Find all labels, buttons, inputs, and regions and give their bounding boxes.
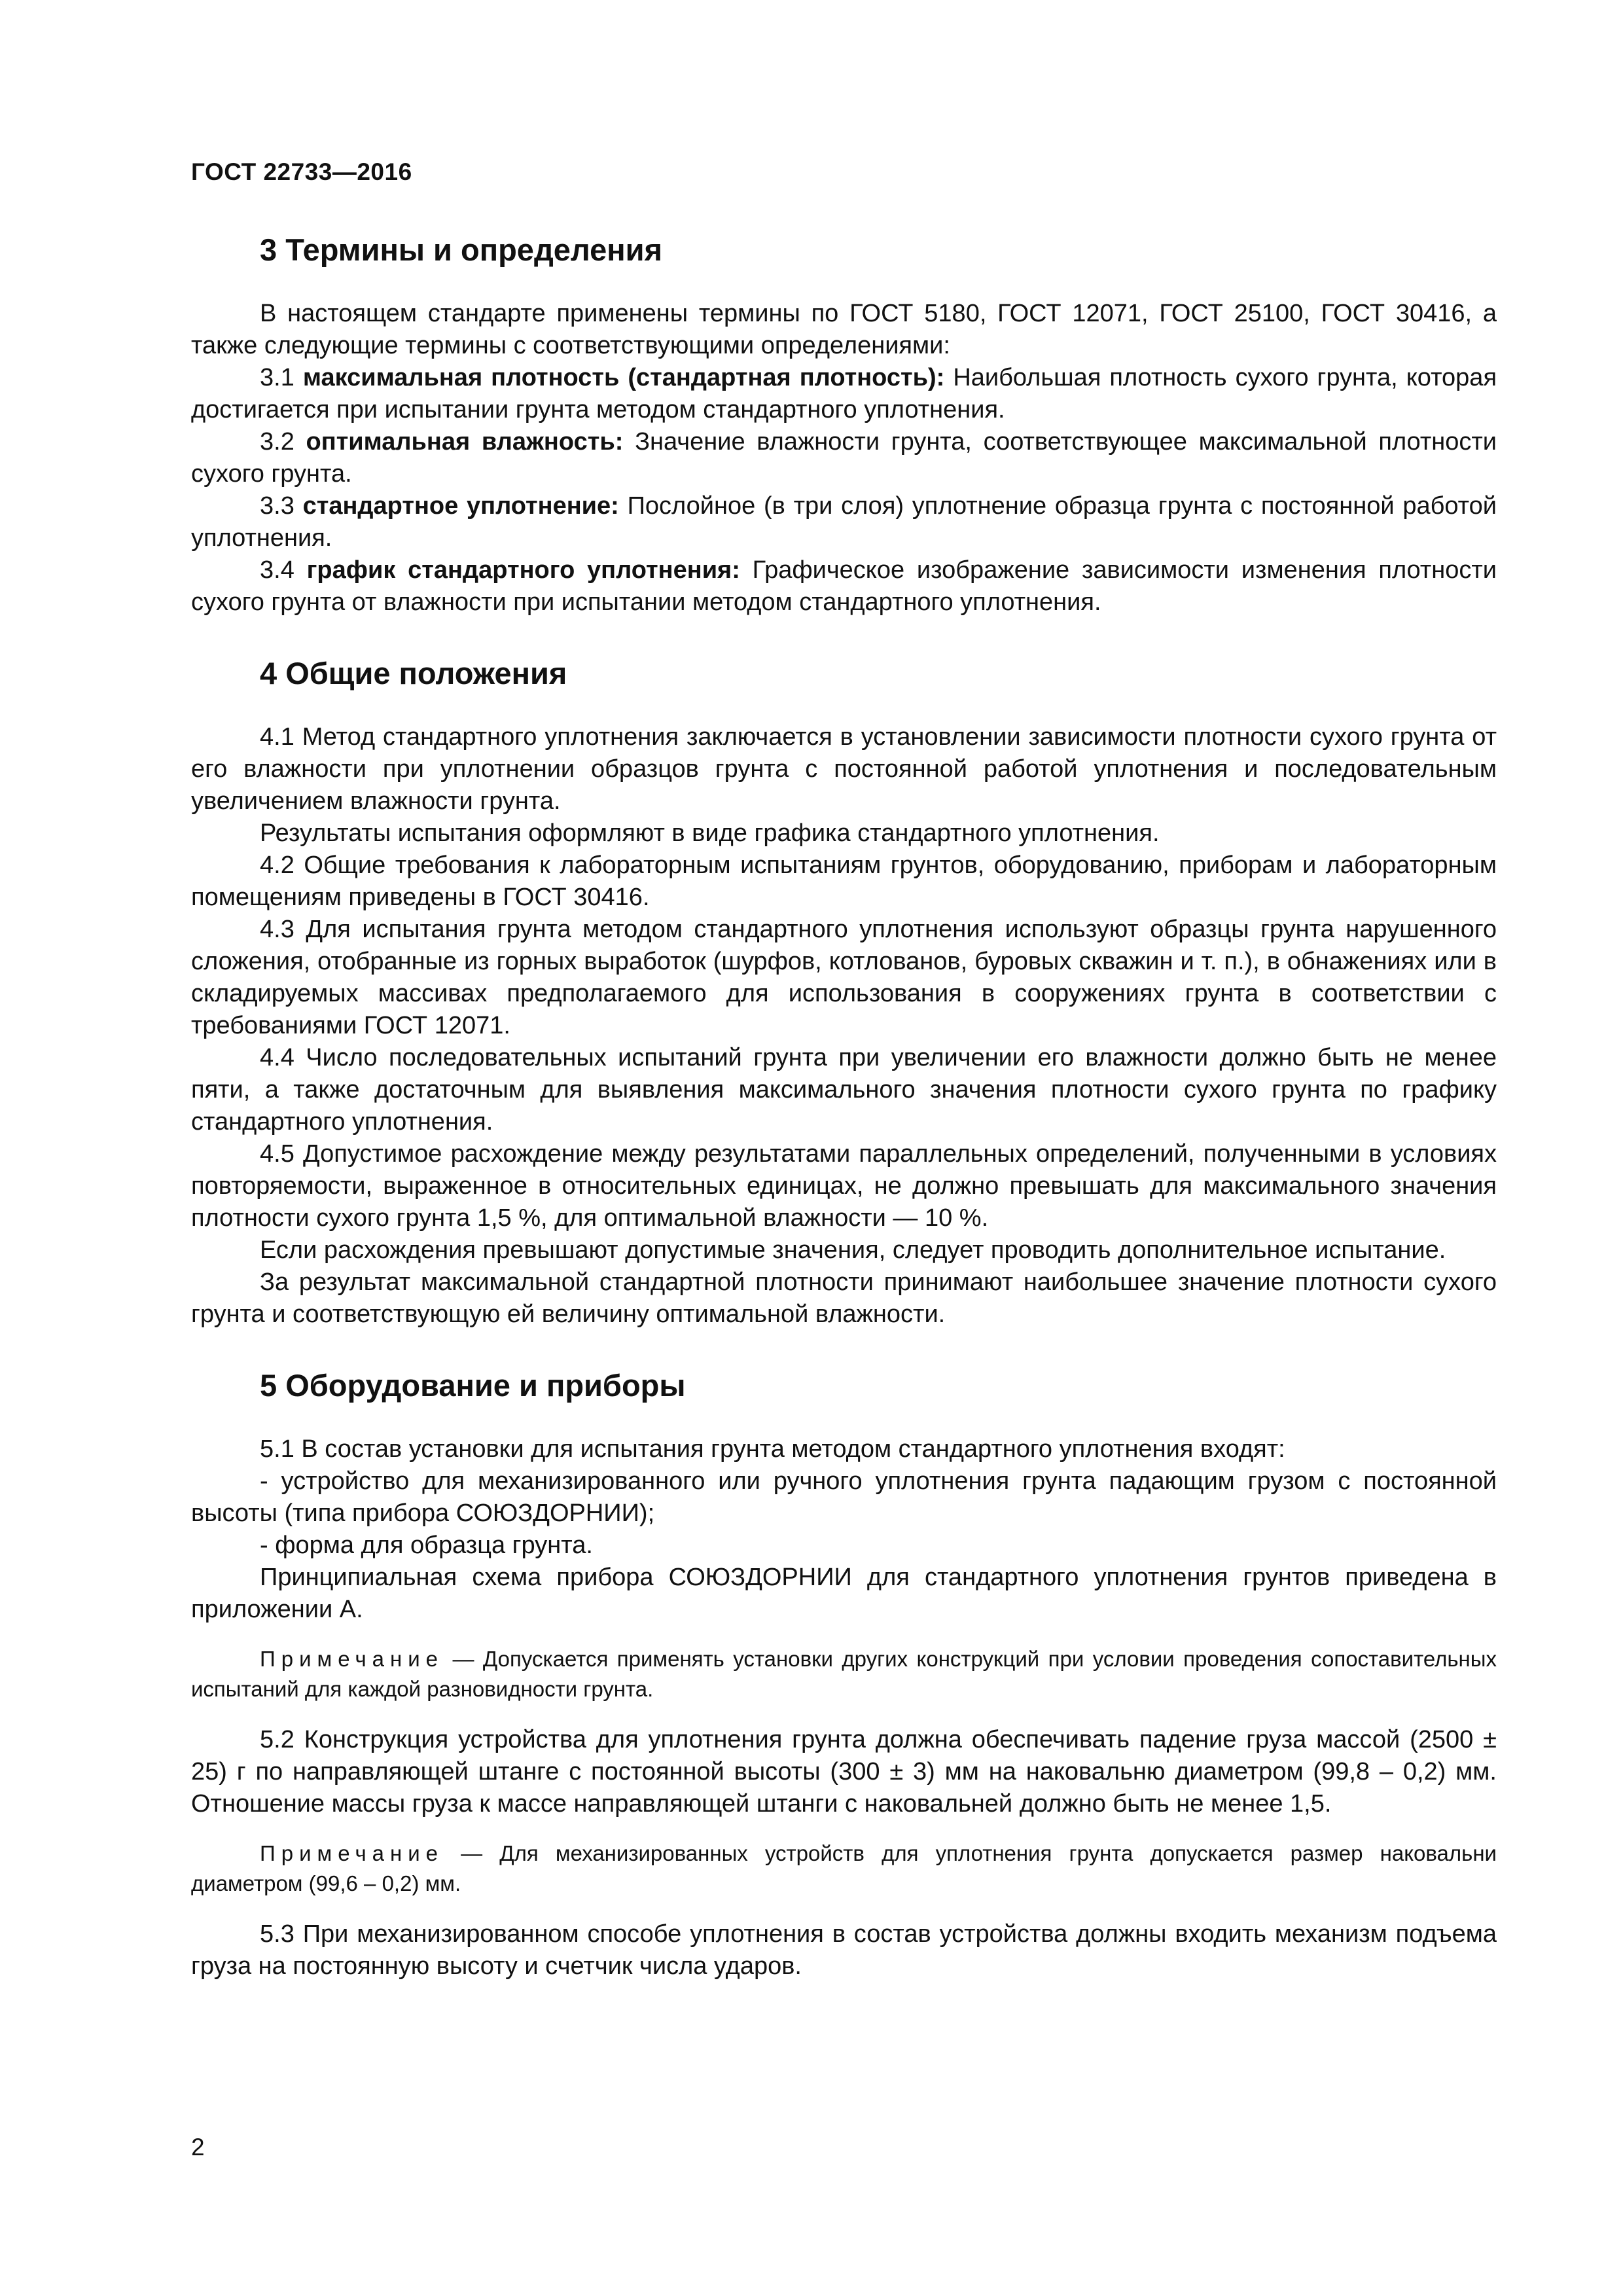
clause-4-5-repeat: Если расхождения превышают допустимые значения, следует проводить дополнительное испытание.	[260, 1236, 1446, 1264]
section-3-intro: В настоящем стандарте применены термины по ГОСТ 5180, ГОСТ 12071, ГОСТ 25100, ГОСТ 30416, а также следующие термины с соответствующими определениями:	[191, 300, 1497, 359]
term-number: 3.1	[260, 364, 294, 391]
note-label: Примечание	[260, 1841, 444, 1865]
note-2	[191, 1839, 1497, 1899]
section-4-title: 4 Общие положения	[260, 656, 567, 691]
clause-4-1-results: Результаты испытания оформляют в виде графика стандартного уплотнения.	[260, 819, 1160, 847]
clause-5-1: 5.1 В состав установки для испытания грунта методом стандартного уплотнения входят:	[260, 1435, 1285, 1463]
term-definition: Значение влажности грунта, соответствующее максимальной плотности сухого грунта.	[191, 428, 1497, 488]
term-3-4	[191, 554, 1497, 619]
note-text: — Для механизированных устройств для уплотнения грунта допускается размер наковальни диаметром (99,6 – 0,2) мм.	[191, 1841, 1497, 1895]
term-number: 3.3	[260, 492, 294, 520]
clause-4-2: 4.2 Общие требования к лабораторным испытаниям грунтов, оборудованию, приборам и лабораторным помещениям приведены в ГОСТ 30416.	[191, 852, 1497, 911]
term-name: оптимальная влажность:	[306, 428, 624, 456]
document-body	[191, 196, 1497, 1982]
note-1	[191, 1644, 1497, 1704]
section-3-title: 3 Термины и определения	[260, 232, 662, 267]
note-label: Примечание	[260, 1647, 444, 1671]
term-3-1	[191, 362, 1497, 426]
term-number: 3.4	[260, 556, 294, 584]
term-definition: Послойное (в три слоя) уплотнение образца грунта с постоянной работой уплотнения.	[191, 492, 1497, 552]
page-number: 2	[191, 2134, 205, 2161]
list-item: - устройство для механизированного или ручного уплотнения грунта падающим грузом с постоянной высоты (типа прибора СОЮЗДОРНИИ);	[191, 1467, 1497, 1527]
term-definition: Наибольшая плотность сухого грунта, которая достигается при испытании грунта методом стандартного уплотнения.	[191, 364, 1497, 423]
clause-4-1: 4.1 Метод стандартного уплотнения заключается в установлении зависимости плотности сухого грунта от его влажности при уплотнении образцов грунта с постоянной работой уплотнения и последовательным увеличением влажности грунта.	[191, 723, 1497, 815]
term-3-2	[191, 426, 1497, 490]
term-definition: Графическое изображение зависимости изменения плотности сухого грунта от влажности при испытании методом стандартного уплотнения.	[191, 556, 1497, 616]
term-3-3	[191, 490, 1497, 554]
note-text: — Допускается применять установки других конструкций при условии проведения сопоставительных испытаний для каждой разновидности грунта.	[191, 1647, 1497, 1701]
document-header-id: ГОСТ 22733—2016	[191, 158, 412, 185]
term-name: стандартное уплотнение:	[302, 492, 619, 520]
term-name: график стандартного уплотнения:	[306, 556, 740, 584]
term-number: 3.2	[260, 428, 294, 456]
clause-5-2: 5.2 Конструкция устройства для уплотнения грунта должна обеспечивать падение груза массой (2500 ± 25) г по направляющей штанге с постоянной высоты (300 ± 3) мм на наковальню диаметром (99,8 – 0,2) мм. Отношение массы груза к массе направляющей штанги с наковальней должно быть не менее 1,5.	[191, 1726, 1497, 1818]
clause-5-3: 5.3 При механизированном способе уплотнения в состав устройства должны входить механизм подъема груза на постоянную высоту и счетчик числа ударов.	[191, 1920, 1497, 1980]
clause-5-1-schema: Принципиальная схема прибора СОЮЗДОРНИИ для стандартного уплотнения грунтов приведена в приложении А.	[191, 1564, 1497, 1623]
clause-4-5: 4.5 Допустимое расхождение между результатами параллельных определений, полученными в условиях повторяемости, выраженное в относительных единицах, не должно превышать для максимального значения плотности сухого грунта 1,5 %, для оптимальной влажности — 10 %.	[191, 1140, 1497, 1232]
term-name: максимальная плотность (стандартная плотность):	[302, 364, 945, 391]
section-5-title: 5 Оборудование и приборы	[260, 1368, 686, 1403]
clause-4-3: 4.3 Для испытания грунта методом стандартного уплотнения используют образцы грунта нарушенного сложения, отобранные из горных выработок (шурфов, котлованов, буровых скважин и т. п.), в обнажениях или в складируемых массивах предполагаемого для использования в сооружениях грунта в соответствии с требованиями ГОСТ 12071.	[191, 916, 1497, 1039]
list-item: - форма для образца грунта.	[260, 1532, 593, 1559]
clause-4-5-result: За результат максимальной стандартной плотности принимают наибольшее значение плотности сухого грунта и соответствующую ей величину оптимальной влажности.	[191, 1268, 1497, 1328]
clause-4-4: 4.4 Число последовательных испытаний грунта при увеличении его влажности должно быть не менее пяти, а также достаточным для выявления максимального значения плотности сухого грунта по графику стандартного уплотнения.	[191, 1044, 1497, 1136]
